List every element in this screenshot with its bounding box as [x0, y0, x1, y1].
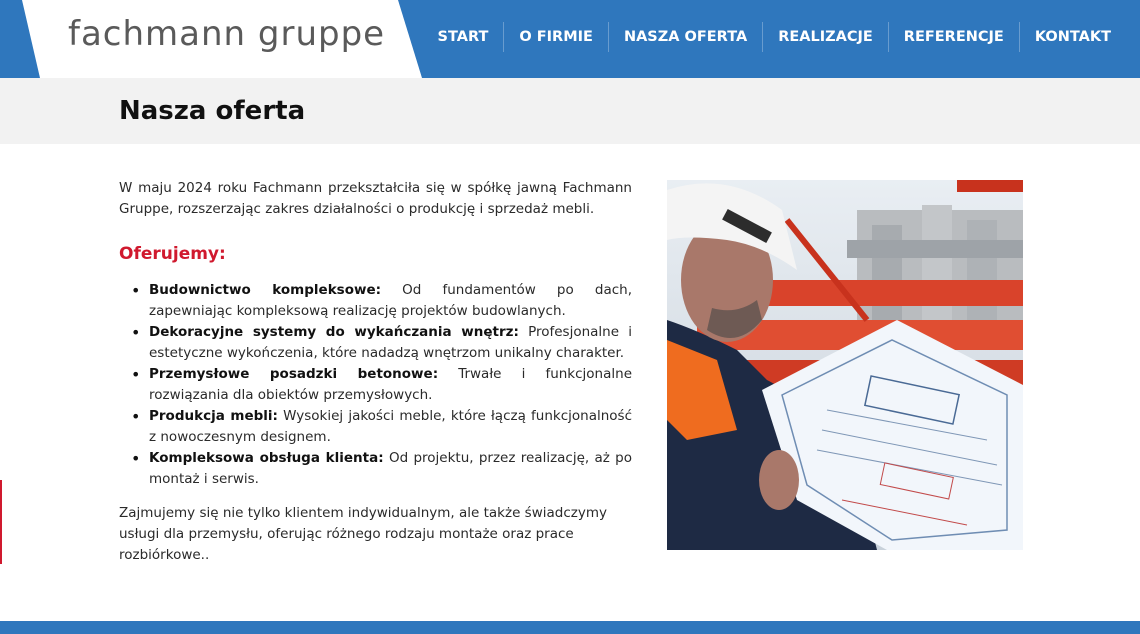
closing-paragraph: Zajmujemy się nie tylko klientem indywidualnym, ale także świadczymy usługi dla przemysłu, oferując różnego rodzaju montaże oraz prace rozbiórkowe.. — [119, 505, 607, 563]
intro-paragraph: W maju 2024 roku Fachmann przekształciła się w spółkę jawną Fachmann Gruppe, rozszerzając zakres działalności o produkcję i sprzedaż mebli. — [119, 180, 632, 217]
offer-item-title: Dekoracyjne systemy do wykańczania wnętrz: — [149, 324, 519, 340]
edge-accent — [0, 480, 2, 564]
offer-item-title: Przemysłowe posadzki betonowe: — [149, 366, 439, 382]
offer-heading: Oferujemy: — [119, 244, 226, 264]
offer-item-posadzki — [119, 364, 632, 406]
offer-item-meble — [119, 406, 632, 448]
nav-referencje[interactable]: REFERENCJE — [888, 22, 1019, 52]
footer-bar — [0, 621, 1140, 634]
offer-item-text: Wysokiej jakości meble, które łączą funkcjonalność z nowoczesnym designem. — [149, 408, 632, 445]
nav-realizacje[interactable]: REALIZACJE — [762, 22, 888, 52]
offer-item-text: Trwałe i funkcjonalne rozwiązania dla obiektów przemysłowych. — [149, 366, 632, 403]
offer-item-budownictwo — [119, 280, 632, 322]
offer-item-obsluga — [119, 448, 632, 490]
offer-item-text: Profesjonalne i estetyczne wykończenia, które nadadzą wnętrzom unikalny charakter. — [149, 324, 633, 361]
offer-item-text: Od fundamentów po dach, zapewniając kompleksową realizację projektów budowlanych. — [149, 282, 632, 319]
offer-item-title: Produkcja mebli: — [149, 408, 278, 424]
page-title: Nasza oferta — [119, 96, 306, 126]
nav-start[interactable]: START — [437, 29, 489, 45]
nav-nasza-oferta[interactable]: NASZA OFERTA — [608, 22, 762, 52]
page-title-band — [0, 78, 1140, 144]
offer-list — [119, 280, 632, 490]
offer-item-title: Kompleksowa obsługa klienta: — [149, 450, 384, 466]
nav-o-firmie[interactable]: O FIRMIE — [503, 22, 608, 52]
nav-kontakt[interactable]: KONTAKT — [1019, 22, 1126, 52]
offer-item-dekoracyjne — [119, 322, 632, 364]
main-navigation — [423, 0, 1126, 74]
engineer-with-blueprint-image — [667, 180, 1023, 550]
offer-item-title: Budownictwo kompleksowe: — [149, 282, 382, 298]
offer-item-text: Od projektu, przez realizację, aż po montaż i serwis. — [149, 450, 632, 487]
offer-content — [119, 178, 632, 566]
site-header — [0, 0, 1140, 78]
company-logo[interactable]: fachmann gruppe — [68, 14, 386, 54]
engineer-photo — [667, 180, 1023, 550]
